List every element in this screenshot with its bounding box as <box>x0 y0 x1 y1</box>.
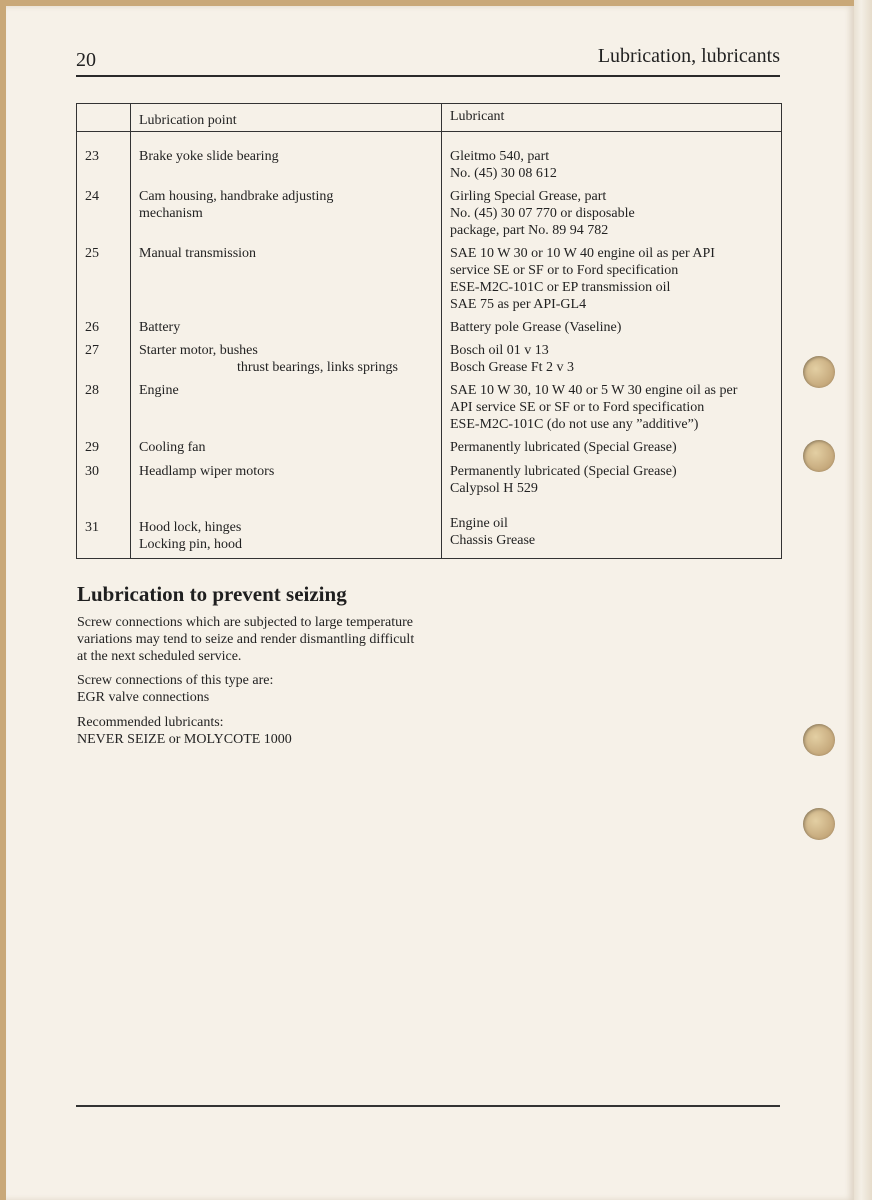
lubricant-text: service SE or SF or to Ford specification <box>450 263 679 278</box>
lubricant-cell <box>442 378 782 435</box>
column-header-number <box>77 104 131 132</box>
binder-hole <box>803 440 835 472</box>
lubrication-point-text: Brake yoke slide bearing <box>139 149 279 164</box>
lubrication-point-cell <box>131 499 442 559</box>
table-row <box>77 315 782 338</box>
lubricant-text: Girling Special Grease, part <box>450 189 607 204</box>
lubricant-cell <box>442 338 782 378</box>
page-number: 20 <box>76 49 96 71</box>
footer-rule <box>76 1105 780 1107</box>
page-header-title: Lubrication, lubricants <box>597 45 780 67</box>
table-row <box>77 241 782 315</box>
lubricant-text: SAE 10 W 30, 10 W 40 or 5 W 30 engine oil as per <box>450 383 738 398</box>
lubricant-text: Bosch oil 01 v 13 <box>450 343 549 358</box>
row-number: 26 <box>85 320 99 335</box>
seizing-paragraph: Screw connections which are subjected to large temperature variations may tend to seize and render dismantling difficult at the next scheduled service. <box>77 615 415 664</box>
lubricant-text: No. (45) 30 08 612 <box>450 166 557 181</box>
lubricant-text: ESE-M2C-101C or EP transmission oil <box>450 280 671 295</box>
lubricant-text: Permanently lubricated (Special Grease) <box>450 464 677 479</box>
lubricant-text: SAE 75 as per API-GL4 <box>450 297 587 312</box>
lubricant-text: API service SE or SF or to Ford specification <box>450 400 705 415</box>
row-number-cell <box>77 338 131 378</box>
lubricant-text: package, part No. 89 94 782 <box>450 223 609 238</box>
lubrication-point-cell <box>131 315 442 338</box>
table-header-row <box>77 104 782 132</box>
lubrication-point-text: Starter motor, bushes <box>139 343 258 358</box>
lubricant-cell <box>442 132 782 185</box>
table-body <box>77 132 782 559</box>
row-number-cell <box>77 435 131 499</box>
row-number: 30 <box>85 464 99 479</box>
recommended-lubricants-label: Recommended lubricants: <box>77 715 224 730</box>
row-number-cell <box>77 378 131 435</box>
row-number-cell <box>77 315 131 338</box>
screw-connections-label: Screw connections of this type are: <box>77 673 274 688</box>
lubricant-cell <box>442 184 782 241</box>
row-number: 28 <box>85 383 99 398</box>
lubrication-point-text: thrust bearings, links springs <box>237 360 398 375</box>
lubricant-cell <box>442 241 782 315</box>
header-rule <box>76 75 780 77</box>
table-row <box>77 184 782 241</box>
row-number-cell <box>77 184 131 241</box>
row-number-cell <box>77 241 131 315</box>
lubrication-point-cell <box>131 241 442 315</box>
row-number-cell <box>77 132 131 185</box>
lubricant-text: Battery pole Grease (Vaseline) <box>450 320 622 335</box>
lubrication-point-text: Engine <box>139 383 179 398</box>
recommended-lubricants-paragraph <box>77 714 417 748</box>
lubrication-point-text: mechanism <box>139 206 203 221</box>
lubricant-text: Bosch Grease Ft 2 v 3 <box>450 360 575 375</box>
table-row <box>77 132 782 185</box>
lubrication-point-text: Cooling fan <box>139 440 206 455</box>
lubrication-point-text: Manual transmission <box>139 246 257 261</box>
lubricant-text: SAE 10 W 30 or 10 W 40 engine oil as per API <box>450 246 715 261</box>
lubrication-point-cell <box>131 132 442 185</box>
lubrication-point-cell <box>131 435 442 499</box>
table-row <box>77 499 782 559</box>
lubrication-point-text: Battery <box>139 320 181 335</box>
row-number-cell <box>77 499 131 559</box>
binder-hole <box>803 808 835 840</box>
row-number: 27 <box>85 343 99 358</box>
lubricant-text: Chassis Grease <box>450 533 536 548</box>
lubrication-point-text: Cam housing, handbrake adjusting <box>139 189 334 204</box>
table-row <box>77 338 782 378</box>
lubrication-point-cell <box>131 338 442 378</box>
lubricant-cell <box>442 435 782 499</box>
binder-hole <box>803 724 835 756</box>
column-header-lubricant: Lubricant <box>442 104 782 132</box>
lubrication-table <box>76 103 782 559</box>
lubricant-text: Calypsol H 529 <box>450 481 538 496</box>
lubrication-point-text: Headlamp wiper motors <box>139 464 275 479</box>
lubricant-text: Engine oil <box>450 516 508 531</box>
page-edge <box>854 0 872 1200</box>
row-number: 25 <box>85 246 99 261</box>
row-number: 23 <box>85 149 99 164</box>
lubricant-cell <box>442 315 782 338</box>
row-number: 31 <box>85 520 99 535</box>
row-number: 29 <box>85 440 99 455</box>
binder-hole <box>803 356 835 388</box>
lubricant-text: Permanently lubricated (Special Grease) <box>450 440 677 455</box>
lubrication-point-cell <box>131 378 442 435</box>
table-row <box>77 435 782 499</box>
lubrication-point-cell <box>131 184 442 241</box>
screw-connections-paragraph <box>77 672 417 706</box>
lubrication-point-text: Hood lock, hinges <box>139 520 242 535</box>
lubricant-text: No. (45) 30 07 770 or disposable <box>450 206 635 221</box>
lubricant-cell <box>442 499 782 559</box>
lubricant-text: Gleitmo 540, part <box>450 149 550 164</box>
recommended-lubricants-value: NEVER SEIZE or MOLYCOTE 1000 <box>77 732 292 747</box>
column-header-point: Lubrication point <box>131 104 442 132</box>
section-heading: Lubrication to prevent seizing <box>77 582 347 606</box>
row-number: 24 <box>85 189 99 204</box>
lubricant-text: ESE-M2C-101C (do not use any ”additive”) <box>450 417 699 432</box>
lubrication-point-text: Locking pin, hood <box>139 537 243 552</box>
table-row <box>77 378 782 435</box>
screw-connections-value: EGR valve connections <box>77 690 210 705</box>
